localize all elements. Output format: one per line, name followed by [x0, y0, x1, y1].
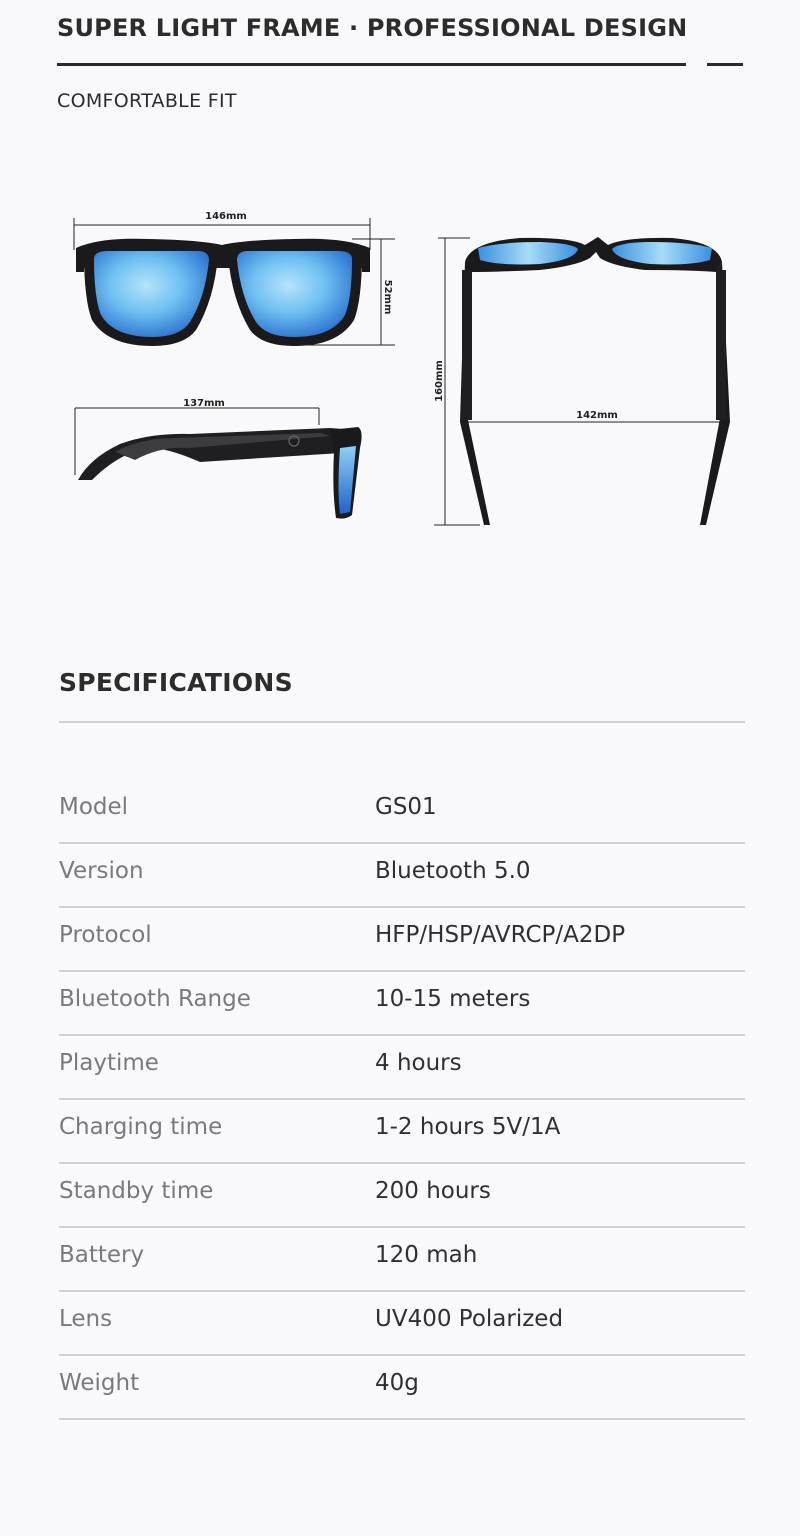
top-view-glasses — [434, 237, 730, 525]
spec-label: Version — [59, 858, 144, 884]
spec-row-playtime — [59, 1036, 745, 1100]
spec-row-lens — [59, 1292, 745, 1356]
glasses-dimension-diagram — [0, 190, 800, 550]
specifications-title: SPECIFICATIONS — [59, 668, 293, 697]
spec-row-version — [59, 844, 745, 908]
spec-label: Protocol — [59, 922, 152, 948]
spec-label: Bluetooth Range — [59, 986, 251, 1012]
spec-row-battery — [59, 1228, 745, 1292]
title-underline — [57, 63, 686, 66]
spec-value: 120 mah — [375, 1242, 478, 1268]
page-subtitle: COMFORTABLE FIT — [57, 90, 237, 112]
top-depth-label: 160mm — [434, 360, 445, 402]
spec-label: Model — [59, 794, 129, 820]
spec-label: Playtime — [59, 1050, 159, 1076]
temple-length-label: 137mm — [183, 398, 225, 409]
specifications-table — [59, 780, 745, 1420]
spec-label: Lens — [59, 1306, 113, 1332]
spec-row-charging-time — [59, 1100, 745, 1164]
front-view-glasses — [74, 211, 395, 346]
spec-value: 1-2 hours 5V/1A — [375, 1114, 561, 1140]
spec-value: 40g — [375, 1370, 419, 1396]
spec-value: GS01 — [375, 794, 437, 820]
spec-value: HFP/HSP/AVRCP/A2DP — [375, 922, 626, 948]
front-height-label: 52mm — [382, 279, 393, 315]
spec-label: Standby time — [59, 1178, 214, 1204]
spec-label: Charging time — [59, 1114, 223, 1140]
title-underline-accent — [707, 63, 743, 66]
spec-value: 200 hours — [375, 1178, 491, 1204]
side-view-glasses — [75, 398, 362, 519]
spec-row-bluetooth-range — [59, 972, 745, 1036]
spec-value: Bluetooth 5.0 — [375, 858, 531, 884]
spec-value: 10-15 meters — [375, 986, 531, 1012]
spec-label: Battery — [59, 1242, 145, 1268]
page-title: SUPER LIGHT FRAME · PROFESSIONAL DESIGN — [57, 14, 688, 42]
top-width-label: 142mm — [576, 410, 618, 421]
spec-row-protocol — [59, 908, 745, 972]
spec-row-standby-time — [59, 1164, 745, 1228]
spec-value: 4 hours — [375, 1050, 462, 1076]
specifications-divider — [59, 721, 745, 723]
spec-row-model — [59, 780, 745, 844]
front-width-label: 146mm — [205, 211, 247, 222]
spec-label: Weight — [59, 1370, 140, 1396]
spec-value: UV400 Polarized — [375, 1306, 564, 1332]
spec-row-weight — [59, 1356, 745, 1420]
